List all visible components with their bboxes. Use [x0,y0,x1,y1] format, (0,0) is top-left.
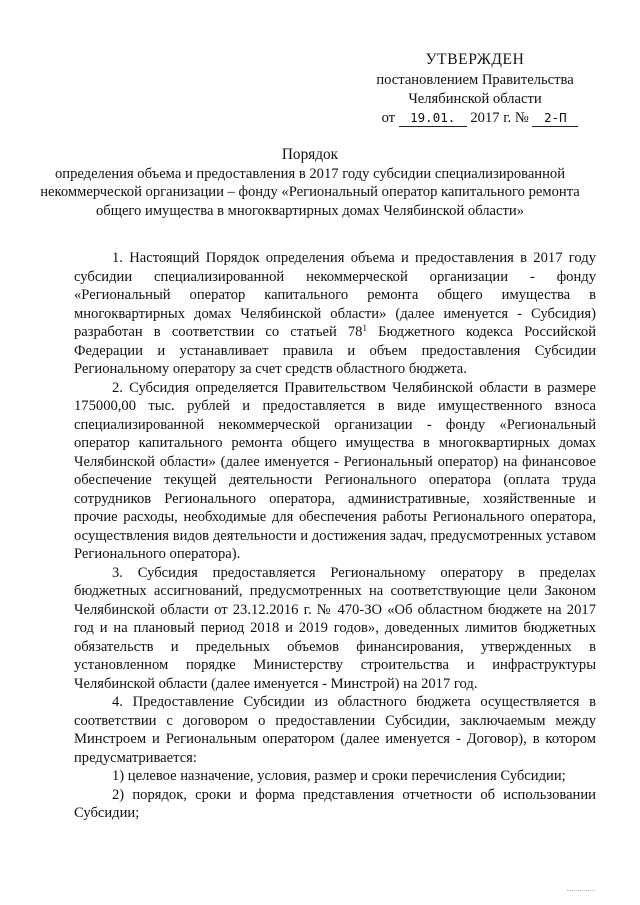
handwritten-number: 2-П [532,110,578,127]
approval-line-2: Челябинской области [408,91,542,107]
title-main: Порядок [281,146,339,163]
year-text: 2017 г. № [470,110,529,126]
paragraph-2: 2. Субсидия определяется Правительством Челябинской области в размере 175000,00 тыс. рублей и предоставляется в виде имущественного взноса специализированной некоммерческой организации - фонду «Региональный оператор капитального ремонта общего имущества в многоквартирных домах Челябинской области» (далее именуется - Региональный оператор) на финансовое обеспечение текущей деятельности Регионального оператора (оплата труда сотрудников Регионального оператора, административные, хозяйственные и прочие расходы, необходимые для обеспечения работы Регионального оператора, осуществления видов деятельности и достижения задач, предусмотренных уставом Регионального оператора). [74,379,596,562]
approval-header: УТВЕРЖДЕН [425,51,525,68]
paragraph-1-text-b: Бюджетного кодекса Российской Федерации и устанавливает правила и объем предоставления Субсидии Региональному оператору за счет средств областного бюджета. [74,324,596,377]
paragraph-1 [74,249,596,379]
list-item-2: 2) порядок, сроки и форма представления отчетности об использовании Субсидии; [74,786,596,821]
paragraph-4: 4. Предоставление Субсидии из областного бюджета осуществляется в соответствии с договором о предоставлении Субсидии, заключаемым между Минстроем и Региональным оператором (далее именуется - Договор), в котором предусматривается: [74,694,596,766]
scan-artifact [567,890,595,894]
handwritten-date: 19.01. [399,110,467,127]
paragraph-3: 3. Субсидия предоставляется Региональному оператору в пределах бюджетных ассигнований, предусмотренных на соответствующие цели Законом Челябинской области от 23.12.2016 г. № 470-ЗО «Об областном бюджете на 2017 год и на плановый период 2018 и 2019 годов», доведенных лимитов бюджетных обязательств и предельных объемов финансирования, утвержденных в установленном порядке Министерству строительства и инфраструктуры Челябинской области (далее именуется - Минстрой) на 2017 год. [74,564,596,692]
paragraph-1-text-a: 1. Настоящий Порядок определения объема и предоставления в 2017 году субсидии специализированной некоммерческой организации - фонду «Региональный оператор капитального ремонта общего имущества в многоквартирных домах Челябинской области» (далее именуется - Субсидия) разработан в соответствии со статьей 78 [74,250,596,340]
approval-block [360,50,590,128]
list-item-1: 1) целевое назначение, условия, размер и сроки перечисления Субсидии; [112,768,566,784]
approval-line-1: постановлением Правительства [376,72,574,88]
approval-date-line [370,109,590,128]
date-prefix: от [381,110,396,126]
footnote-superscript: 1 [362,323,367,333]
title-subtitle: определения объема и предоставления в 2017 году субсидии специализированной некоммерческой организации – фонду «Региональный оператор капитального ремонта общего имущества в многоквартирных домах Челябинской области» [40,165,580,219]
document-body [74,249,596,823]
document-title [40,146,580,220]
